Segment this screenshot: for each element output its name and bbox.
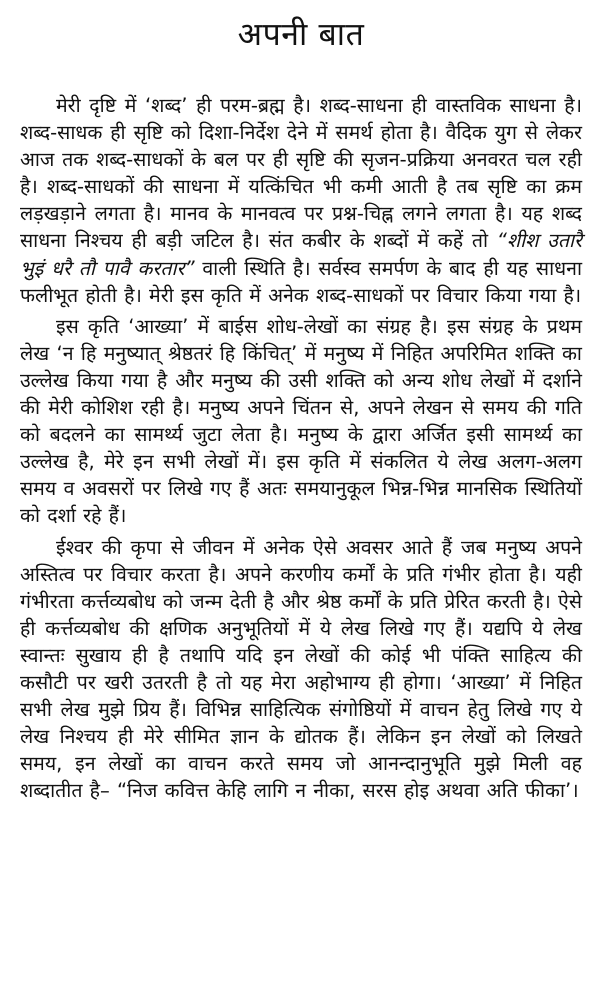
paragraph-1-text-start: मेरी दृष्टि में ‘शब्द’ ही परम-ब्रह्म है। शब्द-साधना ही वास्तविक साधना है। शब्द-साधक ही सृष्टि को दिशा-निर्देश देने में समर्थ होता है। वैदिक युग से लेकर आज तक शब्द-साधकों के बल पर ही सृष्टि की सृजन-प्रक्रिया अनवरत चल रही है। शब्द-साधकों की साधना में यत्किंचित भी कमी आती है तब सृष्टि का क्रम लड़खड़ाने लगता है। मानव के मानवत्व पर प्रश्न-चिह्न लगने लगता है। यह शब्द साधना निश्चय ही बड़ी जटिल है। संत कबीर के शब्दों में कहें तो (20, 94, 582, 253)
page-title: अपनी बात (237, 15, 365, 53)
kabir-quote: “शीश उतारै भुइं धरै तौ पावै करतार” (20, 229, 582, 280)
paragraph-3: ईश्वर की कृपा से जीवन में अनेक ऐसे अवसर आते हैं जब मनुष्य अपने अस्तित्व पर विचार करता है। अपने करणीय कर्मों के प्रति गंभीर होता है। यही गंभीरता कर्त्तव्यबोध को जन्म देती है और श्रेष्ठ कर्मों के प्रति प्रेरित करती है। ऐसे ही कर्त्तव्यबोध की क्षणिक अनुभूतियों में ये लेख लिखे गए हैं। यद्यपि ये लेख स्वान्तः सुखाय ही है तथापि यदि इन लेखों की कोई भी पंक्ति साहित्य की कसौटी पर खरी उतरती है तो यह मेरा अहोभाग्य ही होगा। ‘आख्या’ में निहित सभी लेख मुझे प्रिय हैं। विभिन्न साहित्यिक संगोष्ठियों में वाचन हेतु लिखे गए ये लेख निश्चय ही मेरे सीमित ज्ञान के द्योतक हैं। लेकिन इन लेखों को लिखते समय, इन लेखों का वाचन करते समय जो आनन्दानुभूति मुझे मिली वह शब्दातीत है– “निज कवित्त केहि लागि न नीका, सरस होइ अथवा अति फीका’। (20, 535, 582, 803)
paragraph-1-text-end: वाली स्थिति है। सर्वस्व समर्पण के बाद ही यह साधना फलीभूत होती है। मेरी इस कृति में अनेक शब्द-साधकों पर विचार किया गया है। (20, 256, 582, 307)
paragraph-1 (20, 92, 582, 309)
paragraph-2: इस कृति ‘आख्या’ में बाईस शोध-लेखों का संग्रह है। इस संग्रह के प्रथम लेख ‘न हि मनुष्यात् श्रेष्ठतरं हि किंचित्’ में मनुष्य में निहित अपरिमित शक्ति का उल्लेख किया गया है और मनुष्य की उसी शक्ति को अन्य शोध लेखों में दर्शाने की मेरी कोशिश रही है। मनुष्य अपने चिंतन से, अपने लेखन से समय की गति को बदलने का सामर्थ्य जुटा लेता है। मनुष्य के द्वारा अर्जित इसी सामर्थ्य का उल्लेख है, मेरे इन सभी लेखों में। इस कृति में संकलित ये लेख अलग-अलग समय व अवसरों पर लिखे गए हैं अतः समयानुकूल भिन्न-भिन्न मानसिक स्थितियों को दर्शा रहे हैं। (20, 314, 582, 528)
